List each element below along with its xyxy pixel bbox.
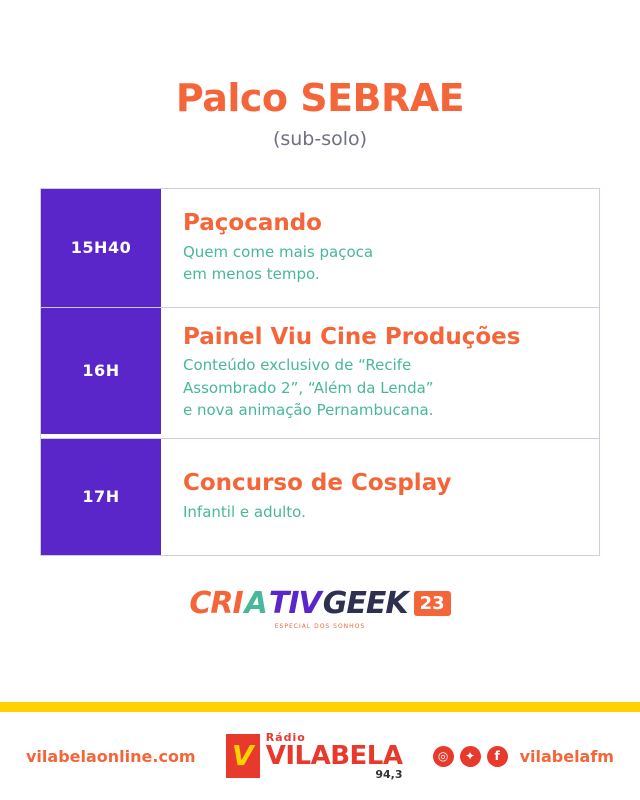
social-links — [433, 746, 614, 767]
footer — [0, 712, 640, 800]
yellow-divider — [0, 702, 640, 712]
event-logo — [0, 586, 640, 630]
radio-logo-name: VILABELA — [265, 741, 403, 771]
row-time: 17H — [41, 439, 161, 555]
schedule-table — [40, 188, 600, 556]
event-description — [183, 354, 579, 422]
table-row — [41, 308, 599, 439]
radio-logo-frequency: 94,3 — [375, 768, 403, 781]
event-title: Painel Viu Cine Produções — [183, 323, 521, 350]
event-logo-wordmark — [189, 586, 450, 621]
radio-logo-mark — [226, 734, 260, 778]
radio-logo-letter: V — [231, 739, 254, 772]
radio-logo-prefix: Rádio — [265, 731, 306, 744]
logo-part-cri: CRI — [189, 585, 243, 621]
row-info — [161, 439, 599, 555]
row-info — [161, 189, 599, 307]
event-description-line: Conteúdo exclusivo de “Recife — [183, 356, 412, 375]
footer-website: vilabelaonline.com — [26, 746, 196, 766]
event-description-line: e nova animação Pernambucana. — [183, 401, 434, 420]
logo-part-geek: GEEK — [322, 585, 408, 621]
social-handle: vilabelafm — [519, 746, 614, 766]
table-row — [41, 439, 599, 555]
event-description-line: Quem come mais paçoca — [183, 242, 374, 261]
logo-part-a: A — [244, 585, 267, 621]
page-title: Palco SEBRAE — [175, 76, 465, 120]
event-title: Concurso de Cosplay — [183, 470, 452, 497]
event-title: Paçocando — [183, 210, 322, 237]
event-description — [183, 501, 579, 524]
logo-year-badge: 23 — [414, 591, 451, 616]
twitter-icon[interactable]: ✦ — [460, 746, 481, 767]
event-description-line: em menos tempo. — [183, 265, 320, 284]
instagram-icon[interactable]: ◎ — [433, 746, 454, 767]
page-subtitle: (sub-solo) — [272, 127, 368, 150]
radio-logo — [226, 732, 403, 780]
spacer — [0, 630, 640, 702]
row-time: 15H40 — [41, 189, 161, 307]
event-logo-stack — [189, 586, 450, 630]
facebook-icon[interactable]: f — [487, 746, 508, 767]
event-description — [183, 241, 579, 286]
logo-tagline: ESPECIAL DOS SONHOS — [274, 622, 366, 630]
row-info — [161, 308, 599, 438]
radio-logo-text — [266, 732, 403, 780]
header — [0, 0, 640, 150]
event-description-line: Assombrado 2”, “Além da Lenda” — [183, 378, 434, 397]
logo-part-tiv: TIV — [268, 585, 321, 621]
table-row — [41, 189, 599, 308]
event-description-line: Infantil e adulto. — [183, 502, 306, 521]
row-time: 16H — [41, 308, 161, 434]
